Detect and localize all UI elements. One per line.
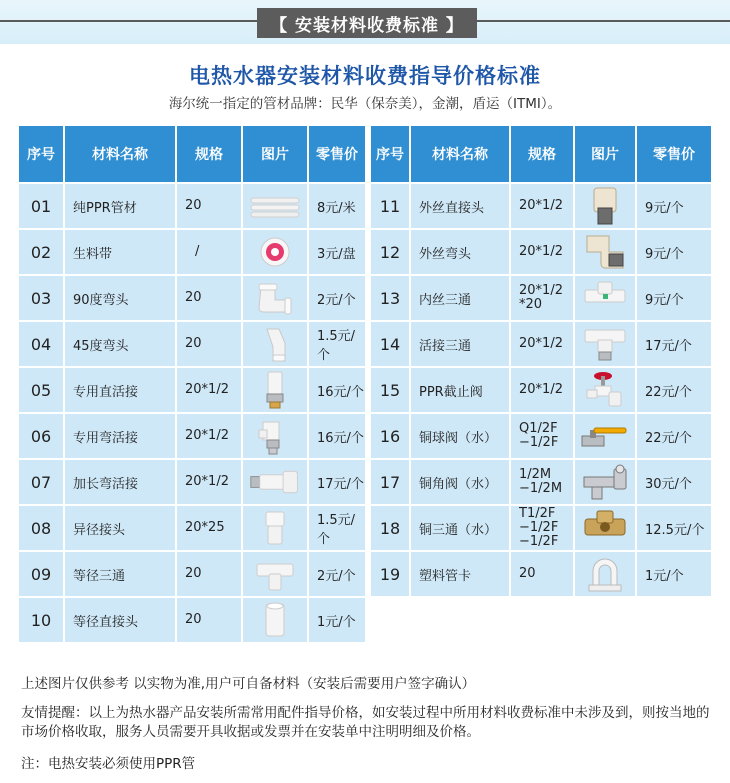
row-name: 塑料管卡 bbox=[411, 552, 511, 596]
spec-line: 1/2M bbox=[519, 467, 552, 482]
table-row bbox=[19, 506, 365, 550]
row-picture bbox=[243, 276, 309, 320]
page-title: 电热水器安装材料收费指导价格标准 bbox=[189, 64, 541, 88]
row-picture bbox=[243, 506, 309, 550]
row-spec: 20*1/2 bbox=[177, 414, 243, 458]
row-spec: 20 bbox=[177, 322, 243, 366]
row-price: 17元/个 bbox=[637, 322, 711, 366]
row-price: 22元/个 bbox=[637, 414, 711, 458]
table-header bbox=[19, 126, 365, 182]
elbow-90-icon bbox=[249, 279, 301, 317]
table-row bbox=[19, 552, 365, 596]
col-no-header: 序号 bbox=[19, 126, 65, 182]
row-spec: 20 bbox=[177, 184, 243, 228]
col-name-header: 材料名称 bbox=[411, 126, 511, 182]
table-row bbox=[371, 230, 711, 274]
male-elbow-icon bbox=[579, 233, 631, 271]
row-picture bbox=[575, 460, 637, 504]
table-row bbox=[371, 506, 711, 550]
spec-line: 20*1/2 bbox=[519, 382, 563, 397]
straight-union-icon bbox=[249, 371, 301, 409]
col-pic-header: 图片 bbox=[243, 126, 309, 182]
spec-line: 20*1/2 bbox=[519, 336, 563, 351]
row-no: 19 bbox=[371, 552, 411, 596]
row-no: 11 bbox=[371, 184, 411, 228]
row-spec: 20 bbox=[177, 598, 243, 642]
table-row bbox=[19, 184, 365, 228]
row-picture bbox=[575, 230, 637, 274]
row-spec: 20*25 bbox=[177, 506, 243, 550]
row-spec bbox=[511, 552, 575, 596]
spec-line: 20*1/2 bbox=[519, 244, 563, 259]
row-no: 13 bbox=[371, 276, 411, 320]
table-row bbox=[371, 276, 711, 320]
row-picture bbox=[243, 368, 309, 412]
row-name: 等径三通 bbox=[65, 552, 177, 596]
col-spec-header: 规格 bbox=[511, 126, 575, 182]
row-price: 22元/个 bbox=[637, 368, 711, 412]
table-row bbox=[371, 368, 711, 412]
row-picture bbox=[243, 322, 309, 366]
row-picture bbox=[575, 276, 637, 320]
row-no: 08 bbox=[19, 506, 65, 550]
row-no: 17 bbox=[371, 460, 411, 504]
spec-line: −1/2F bbox=[519, 435, 559, 450]
row-name: 纯PPR管材 bbox=[65, 184, 177, 228]
row-name: 等径直接头 bbox=[65, 598, 177, 642]
row-no: 05 bbox=[19, 368, 65, 412]
row-price: 2元/个 bbox=[309, 276, 365, 320]
row-picture bbox=[243, 598, 309, 642]
row-name: 外丝直接头 bbox=[411, 184, 511, 228]
row-price: 3元/盘 bbox=[309, 230, 365, 274]
row-price: 1.5元/个 bbox=[309, 322, 365, 366]
stop-valve-icon bbox=[579, 371, 631, 409]
spec-line: −1/2F bbox=[519, 534, 559, 549]
table-row bbox=[19, 322, 365, 366]
row-picture bbox=[243, 230, 309, 274]
row-price: 1元/个 bbox=[637, 552, 711, 596]
table-row bbox=[371, 460, 711, 504]
row-price: 9元/个 bbox=[637, 276, 711, 320]
long-elbow-union-icon bbox=[249, 463, 301, 501]
row-price: 1元/个 bbox=[309, 598, 365, 642]
row-picture bbox=[575, 322, 637, 366]
row-name: PPR截止阀 bbox=[411, 368, 511, 412]
col-no-header: 序号 bbox=[371, 126, 411, 182]
row-price: 30元/个 bbox=[637, 460, 711, 504]
row-spec bbox=[511, 322, 575, 366]
row-name: 90度弯头 bbox=[65, 276, 177, 320]
row-spec bbox=[511, 368, 575, 412]
row-name: 加长弯活接 bbox=[65, 460, 177, 504]
table-row bbox=[371, 552, 711, 596]
col-price-header: 零售价 bbox=[309, 126, 365, 182]
elbow-45-icon bbox=[249, 325, 301, 363]
page-subtitle: 海尔统一指定的管材品牌：民华（保奈美），金潮，盾运（ITMI）。 bbox=[168, 96, 562, 112]
row-price: 16元/个 bbox=[309, 368, 365, 412]
female-tee-icon bbox=[579, 279, 631, 317]
row-name: 外丝弯头 bbox=[411, 230, 511, 274]
male-coupling-icon bbox=[579, 187, 631, 225]
row-no: 14 bbox=[371, 322, 411, 366]
row-no: 02 bbox=[19, 230, 65, 274]
row-no: 10 bbox=[19, 598, 65, 642]
row-name: 铜三通（水） bbox=[411, 506, 511, 550]
spec-line: 20 bbox=[519, 566, 536, 581]
brass-tee-icon bbox=[579, 509, 631, 547]
row-spec: 20*1/2 bbox=[177, 368, 243, 412]
row-spec: / bbox=[177, 230, 243, 274]
row-spec: 20 bbox=[177, 276, 243, 320]
price-table-left bbox=[19, 126, 365, 648]
row-picture bbox=[243, 184, 309, 228]
table-row bbox=[19, 230, 365, 274]
row-price: 12.5元/个 bbox=[637, 506, 711, 550]
row-name: 专用直活接 bbox=[65, 368, 177, 412]
row-no: 16 bbox=[371, 414, 411, 458]
row-no: 09 bbox=[19, 552, 65, 596]
coupling-icon bbox=[249, 601, 301, 639]
row-name: 异径接头 bbox=[65, 506, 177, 550]
note-ppr: 注：电热安装必须使用PPR管 bbox=[21, 756, 196, 772]
spec-line: Q1/2F bbox=[519, 421, 558, 436]
table-row bbox=[19, 598, 365, 642]
table-row bbox=[19, 368, 365, 412]
banner-title: 【 安装材料收费标准 】 bbox=[257, 8, 477, 38]
row-picture bbox=[575, 368, 637, 412]
spec-line: *20 bbox=[519, 297, 543, 312]
spec-line: 20*1/2 bbox=[519, 198, 563, 213]
spec-line: 20*1/2 bbox=[519, 283, 563, 298]
table-row bbox=[19, 460, 365, 504]
row-spec bbox=[511, 414, 575, 458]
row-no: 03 bbox=[19, 276, 65, 320]
row-price: 17元/个 bbox=[309, 460, 365, 504]
col-price-header: 零售价 bbox=[637, 126, 711, 182]
row-price: 9元/个 bbox=[637, 230, 711, 274]
reducer-icon bbox=[249, 509, 301, 547]
price-table-right bbox=[371, 126, 711, 599]
pipe-clip-icon bbox=[579, 555, 631, 593]
row-spec bbox=[511, 184, 575, 228]
tape-icon bbox=[249, 233, 301, 271]
row-picture bbox=[575, 506, 637, 550]
row-price: 8元/米 bbox=[309, 184, 365, 228]
row-no: 07 bbox=[19, 460, 65, 504]
angle-valve-icon bbox=[579, 463, 631, 501]
row-spec bbox=[511, 230, 575, 274]
table-row bbox=[371, 414, 711, 458]
table-header bbox=[371, 126, 711, 182]
row-no: 12 bbox=[371, 230, 411, 274]
row-no: 04 bbox=[19, 322, 65, 366]
row-picture bbox=[243, 460, 309, 504]
col-name-header: 材料名称 bbox=[65, 126, 177, 182]
row-name: 内丝三通 bbox=[411, 276, 511, 320]
spec-line: −1/2M bbox=[519, 481, 563, 496]
row-name: 铜球阀（水） bbox=[411, 414, 511, 458]
row-name: 45度弯头 bbox=[65, 322, 177, 366]
table-row bbox=[371, 184, 711, 228]
table-row bbox=[371, 322, 711, 366]
row-spec bbox=[511, 460, 575, 504]
row-spec bbox=[511, 276, 575, 320]
row-spec bbox=[511, 506, 575, 550]
row-no: 01 bbox=[19, 184, 65, 228]
row-name: 生料带 bbox=[65, 230, 177, 274]
table-row bbox=[19, 276, 365, 320]
row-name: 专用弯活接 bbox=[65, 414, 177, 458]
spec-line: −1/2F bbox=[519, 520, 559, 535]
row-picture bbox=[575, 414, 637, 458]
table-row bbox=[19, 414, 365, 458]
row-price: 2元/个 bbox=[309, 552, 365, 596]
row-spec: 20*1/2 bbox=[177, 460, 243, 504]
row-picture bbox=[243, 414, 309, 458]
col-spec-header: 规格 bbox=[177, 126, 243, 182]
pipe-icon bbox=[249, 187, 301, 225]
ball-valve-icon bbox=[579, 417, 631, 455]
top-banner bbox=[0, 0, 730, 44]
note-reference: 上述图片仅供参考 以实物为准,用户可自备材料（安装后需要用户签字确认） bbox=[21, 676, 476, 692]
row-no: 15 bbox=[371, 368, 411, 412]
note-reminder: 友情提醒：以上为热水器产品安装所需常用配件指导价格，如安装过程中所用材料收费标准中未涉及到，则按当地的市场价格收取，服务人员需要开具收据或发票并在安装单中注明明细及价格。 bbox=[21, 705, 710, 740]
elbow-union-icon bbox=[249, 417, 301, 455]
row-spec: 20 bbox=[177, 552, 243, 596]
tee-icon bbox=[249, 555, 301, 593]
row-picture bbox=[243, 552, 309, 596]
col-pic-header: 图片 bbox=[575, 126, 637, 182]
union-tee-icon bbox=[579, 325, 631, 363]
row-name: 铜角阀（水） bbox=[411, 460, 511, 504]
row-price: 1.5元/个 bbox=[309, 506, 365, 550]
row-price: 9元/个 bbox=[637, 184, 711, 228]
row-no: 18 bbox=[371, 506, 411, 550]
spec-line: T1/2F bbox=[519, 506, 556, 521]
row-price: 16元/个 bbox=[309, 414, 365, 458]
row-picture bbox=[575, 552, 637, 596]
row-name: 活接三通 bbox=[411, 322, 511, 366]
row-no: 06 bbox=[19, 414, 65, 458]
row-picture bbox=[575, 184, 637, 228]
